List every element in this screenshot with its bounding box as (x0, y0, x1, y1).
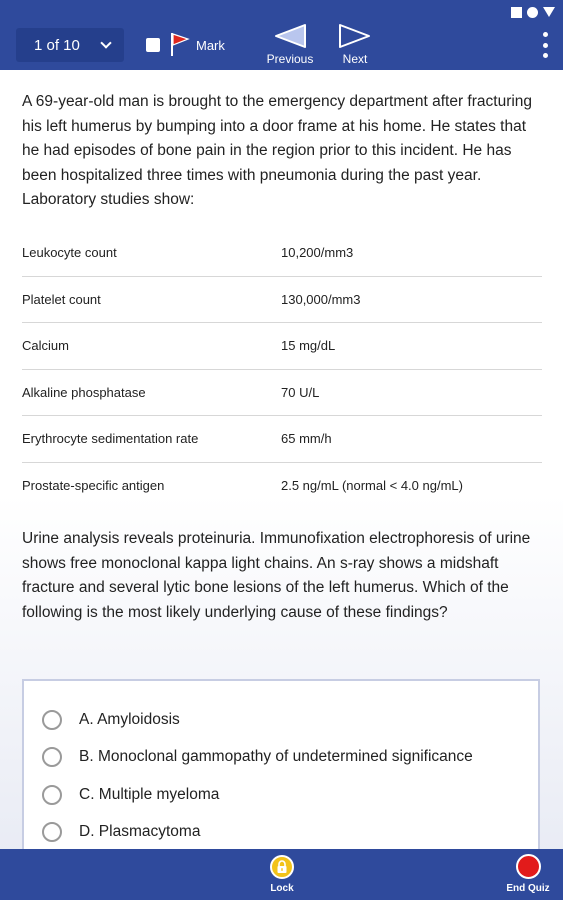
flag-icon[interactable] (169, 31, 191, 57)
square-icon (511, 7, 522, 18)
answer-option-b[interactable] (24, 739, 538, 777)
lab-value: 2.5 ng/mL (normal < 4.0 ng/mL) (281, 478, 463, 494)
triangle-down-icon (543, 7, 555, 17)
table-row (22, 463, 542, 510)
mark-label[interactable]: Mark (196, 38, 225, 53)
answer-option-c[interactable] (24, 776, 538, 814)
lab-value: 70 U/L (281, 384, 320, 400)
radio-button[interactable] (42, 747, 62, 767)
answer-choices (22, 679, 540, 859)
table-row (22, 370, 542, 417)
answer-label: C. Multiple myeloma (79, 785, 220, 803)
chevron-down-icon (100, 37, 111, 48)
lab-value: 130,000/mm3 (281, 291, 361, 307)
answer-option-d[interactable] (24, 814, 538, 852)
question-stem: A 69-year-old man is brought to the emergency department after fracturing his left humerus by bumping into a door frame at his home. He states that he had episodes of bone pain in the region prior to this incident. He has been hospitalized three times with pneumonia during the past year. Laboratory studies show: (22, 93, 533, 208)
table-row (22, 230, 542, 277)
question-selector-label: 1 of 10 (34, 36, 80, 54)
lab-name: Prostate-specific antigen (22, 478, 165, 494)
question-prompt: Urine analysis reveals proteinuria. Immunofixation electrophoresis of urine shows free monoclonal kappa light chains. An s-ray shows a midshaft fracture and several lytic bone lesions of the left humerus. Which of the following is the most likely underlying cause of these findings? (22, 530, 531, 621)
circle-icon (527, 7, 538, 18)
next-label: Next (342, 52, 368, 66)
lab-value: 15 mg/dL (281, 338, 336, 354)
table-row (22, 323, 542, 370)
lab-name: Platelet count (22, 291, 101, 307)
end-quiz-button[interactable] (498, 854, 558, 898)
lab-value: 10,200/mm3 (281, 245, 354, 261)
previous-label: Previous (266, 52, 314, 66)
next-button[interactable] (325, 22, 385, 68)
answer-label: B. Monoclonal gammopathy of undetermined significance (79, 748, 473, 766)
status-bar-icons (511, 4, 555, 20)
more-options-icon[interactable] (543, 32, 549, 58)
bottom-bar (0, 849, 563, 900)
lock-label: Lock (270, 883, 294, 894)
stop-icon (516, 854, 541, 879)
triangle-right-icon (337, 22, 373, 50)
question-selector[interactable] (16, 28, 124, 62)
mark-checkbox[interactable] (146, 38, 160, 52)
end-quiz-label: End Quiz (506, 883, 550, 894)
lock-button[interactable] (262, 855, 302, 899)
lab-table (22, 230, 542, 509)
radio-button[interactable] (42, 785, 62, 805)
previous-button[interactable] (260, 22, 320, 68)
radio-button[interactable] (42, 822, 62, 842)
lab-value: 65 mm/h (281, 431, 332, 447)
answer-label: D. Plasmacytoma (79, 823, 201, 841)
lab-name: Calcium (22, 338, 69, 354)
answer-label: A. Amyloidosis (79, 710, 180, 728)
table-row (22, 416, 542, 463)
triangle-left-icon (272, 22, 308, 50)
top-app-bar (0, 0, 563, 70)
lock-icon (270, 855, 294, 879)
radio-button[interactable] (42, 710, 62, 730)
lab-name: Leukocyte count (22, 245, 117, 261)
answer-option-a[interactable] (24, 701, 538, 739)
table-row (22, 277, 542, 324)
lab-name: Erythrocyte sedimentation rate (22, 431, 199, 447)
lab-name: Alkaline phosphatase (22, 384, 146, 400)
